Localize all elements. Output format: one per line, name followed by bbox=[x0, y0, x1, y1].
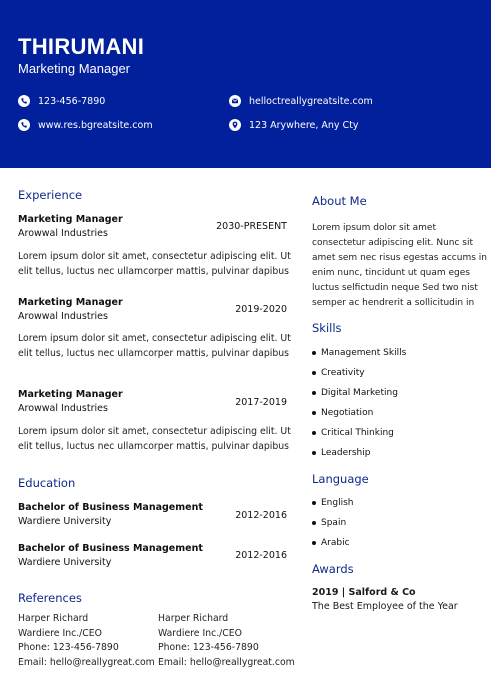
about-text bbox=[312, 221, 487, 310]
about-heading: About Me bbox=[312, 194, 367, 208]
job-company: Arowwal Industries bbox=[18, 228, 108, 239]
skill-item: Digital Marketing bbox=[312, 386, 406, 406]
job-date: 2017-2019 bbox=[235, 397, 287, 408]
job-description-line: elit tellus, luctus nec ullamcorper mattis, pulvinar dapibus bbox=[18, 348, 290, 359]
about-line: semper ac hendrerit a sollicitudin in bbox=[312, 297, 475, 308]
language-item: English bbox=[312, 496, 354, 516]
language-heading: Language bbox=[312, 472, 369, 486]
job-title: Marketing Manager bbox=[18, 389, 123, 400]
language-item: Arabic bbox=[312, 536, 354, 556]
job-description-line: Lorem ipsum dolor sit amet, consectetur adipiscing elit. Ut bbox=[18, 333, 291, 344]
job-description-line: Lorem ipsum dolor sit amet, consectetur adipiscing elit. Ut bbox=[18, 251, 291, 262]
job-company: Arowwal Industries bbox=[18, 311, 108, 322]
skill-item: Management Skills bbox=[312, 346, 406, 366]
reference-email[interactable]: Email: hello@reallygreat.com bbox=[158, 657, 295, 669]
about-line: enim nunc, tincidunt ut quam eges bbox=[312, 267, 470, 278]
reference-org: Wardiere Inc./CEO bbox=[158, 627, 242, 639]
job-date: 2019-2020 bbox=[235, 304, 287, 315]
language-item: Spain bbox=[312, 516, 354, 536]
language-list bbox=[312, 496, 354, 556]
globe-icon bbox=[18, 119, 30, 131]
contact-website-text[interactable]: www.res.bgreatsite.com bbox=[38, 119, 153, 131]
reference-phone: Phone: 123-456-7890 bbox=[158, 642, 259, 654]
education-school: Wardiere University bbox=[18, 516, 112, 527]
reference-entry bbox=[158, 612, 295, 671]
skills-heading: Skills bbox=[312, 321, 342, 335]
job-title: Marketing Manager bbox=[18, 214, 123, 225]
phone-icon bbox=[18, 95, 30, 107]
job-description-line: Lorem ipsum dolor sit amet, consectetur adipiscing elit. Ut bbox=[18, 426, 291, 437]
job-description bbox=[18, 331, 291, 361]
reference-phone: Phone: 123-456-7890 bbox=[18, 642, 119, 654]
location-pin-icon bbox=[229, 119, 241, 131]
contact-email-text[interactable]: helloctreallygreatsite.com bbox=[249, 95, 373, 107]
contact-address-text: 123 Arywhere, Any Cty bbox=[249, 119, 359, 131]
education-degree: Bachelor of Business Management bbox=[18, 543, 203, 554]
job-description-line: elit tellus, luctus nec ullamcorper mattis, pulvinar dapibus bbox=[18, 441, 290, 452]
contact-website bbox=[18, 118, 153, 132]
about-line: amet sem nec risus egestas accums in bbox=[312, 252, 487, 263]
contact-email bbox=[229, 94, 373, 108]
reference-name: Harper Richard bbox=[18, 613, 89, 624]
job-description bbox=[18, 249, 291, 279]
skill-item: Creativity bbox=[312, 366, 406, 386]
about-line: Lorem ipsum dolor sit amet bbox=[312, 223, 436, 233]
reference-entry bbox=[18, 612, 155, 671]
reference-email[interactable]: Email: hello@reallygreat.com bbox=[18, 657, 155, 669]
contact-phone-text[interactable]: 123-456-7890 bbox=[38, 95, 106, 107]
experience-heading: Experience bbox=[18, 188, 83, 202]
award-name: The Best Employee of the Year bbox=[312, 601, 458, 612]
contact-address bbox=[229, 118, 359, 132]
references-heading: References bbox=[18, 591, 82, 605]
skill-item: Critical Thinking bbox=[312, 426, 406, 446]
about-line: luctus selfictudin neque Sed two nist bbox=[312, 282, 478, 293]
job-title: Marketing Manager bbox=[18, 297, 123, 308]
education-date: 2012-2016 bbox=[235, 550, 287, 561]
about-line: consectetur adipiscing elit. Nunc sit bbox=[312, 237, 474, 248]
award-year-org: 2019 | Salford & Co bbox=[312, 587, 416, 598]
skills-list bbox=[312, 346, 406, 466]
job-description bbox=[18, 424, 291, 454]
skill-item: Leadership bbox=[312, 446, 406, 466]
awards-heading: Awards bbox=[312, 562, 354, 576]
reference-name: Harper Richard bbox=[158, 613, 229, 624]
resume-name: THIRUMANI bbox=[18, 34, 145, 59]
contact-phone bbox=[18, 94, 105, 108]
reference-org: Wardiere Inc./CEO bbox=[18, 627, 102, 639]
education-heading: Education bbox=[18, 476, 76, 490]
education-school: Wardiere University bbox=[18, 557, 112, 568]
education-date: 2012-2016 bbox=[235, 510, 287, 521]
job-company: Arowwal Industries bbox=[18, 403, 108, 414]
education-degree: Bachelor of Business Management bbox=[18, 502, 203, 513]
resume-role: Marketing Manager bbox=[18, 61, 130, 76]
header-banner bbox=[0, 0, 491, 168]
skill-item: Negotiation bbox=[312, 406, 406, 426]
job-description-line: elit tellus, luctus nec ullamcorper mattis, pulvinar dapibus bbox=[18, 266, 290, 277]
job-date: 2030-PRESENT bbox=[216, 221, 287, 232]
email-icon bbox=[229, 95, 241, 107]
